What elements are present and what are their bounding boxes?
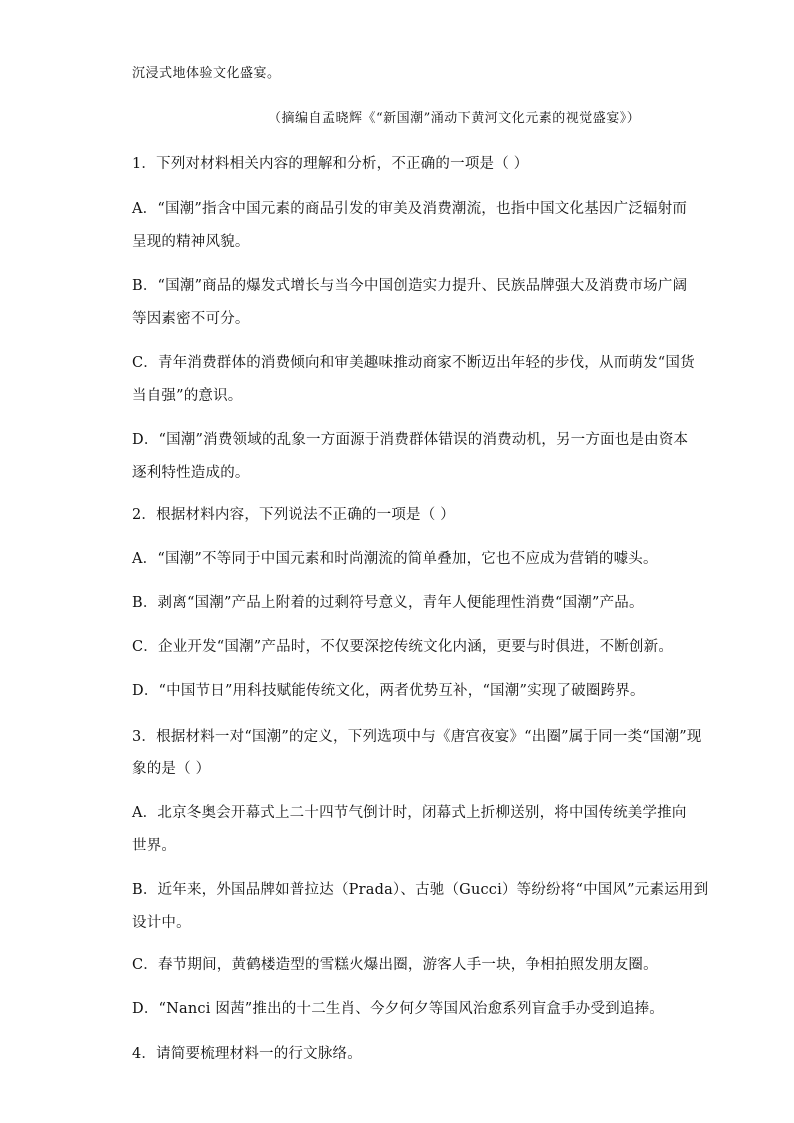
question-3-option-b: B．近年来，外国品牌如普拉达（Prada）、古驰（Gucci）等纷纷将“中国风”元素运用到: [132, 882, 709, 898]
question-2-option-a: A．“国潮”不等同于中国元素和时尚潮流的简单叠加，它也不应成为营销的噱头。: [132, 551, 658, 567]
question-1-option-a-cont: 呈现的精神风貌。: [132, 234, 250, 250]
question-3-option-a: A．北京冬奥会开幕式上二十四节气倒计时，闭幕式上折柳送别，将中国传统美学推向: [132, 805, 687, 821]
question-1-stem: 1．下列对材料相关内容的理解和分析，不正确的一项是（ ）: [132, 156, 529, 172]
question-2-stem: 2．根据材料内容，下列说法不正确的一项是（ ）: [132, 507, 455, 523]
question-3-option-c: C．春节期间，黄鹤楼造型的雪糕火爆出圈，游客人手一块，争相拍照发朋友圈。: [132, 957, 658, 973]
question-1-option-c-cont: 当自强”的意识。: [132, 388, 243, 404]
question-3-option-a-cont: 世界。: [132, 838, 177, 854]
question-3-option-d: D．“Nanci 囡茜”推出的十二生肖、今夕何夕等国风治愈系列盲盒手办受到追捧。: [132, 1001, 664, 1017]
question-2-option-d: D．“中国节日”用科技赋能传统文化，两者优势互补，“国潮”实现了破圈跨界。: [132, 683, 645, 699]
question-3-stem: 3．根据材料一对“国潮”的定义，下列选项中与《唐宫夜宴》“出圈”属于同一类“国潮”现: [132, 729, 702, 745]
question-1-option-a: A．“国潮”指含中国元素的商品引发的审美及消费潮流，也指中国文化基因广泛辐射而: [132, 201, 688, 217]
question-1-option-d-cont: 逐利特性造成的。: [132, 465, 250, 481]
question-3-stem-cont: 象的是（ ）: [132, 761, 211, 777]
question-2-option-b: B．剥离“国潮”产品上附着的过剩符号意义，青年人便能理性消费“国潮”产品。: [132, 595, 644, 611]
question-1-option-b-cont: 等因素密不可分。: [132, 311, 250, 327]
passage-text-line: 沉浸式地体验文化盛宴。: [132, 66, 281, 81]
question-1-option-c: C．青年消费群体的消费倾向和审美趣味推动商家不断迈出年轻的步伐，从而萌发“国货: [132, 355, 695, 371]
question-4-stem: 4．请简要梳理材料一的行文脉络。: [132, 1046, 362, 1062]
question-1-option-b: B．“国潮”商品的爆发式增长与当今中国创造实力提升、民族品牌强大及消费市场广阔: [132, 278, 688, 294]
question-1-option-d: D．“国潮”消费领域的乱象一方面源于消费群体错误的消费动机，另一方面也是由资本: [132, 432, 689, 448]
source-citation: （摘编自孟晓辉《“新国潮”涌动下黄河文化元素的视觉盛宴》）: [268, 111, 641, 126]
question-3-option-b-cont: 设计中。: [132, 915, 191, 931]
question-2-option-c: C．企业开发“国潮”产品时，不仅要深挖传统文化内涵，更要与时俱进，不断创新。: [132, 639, 674, 655]
